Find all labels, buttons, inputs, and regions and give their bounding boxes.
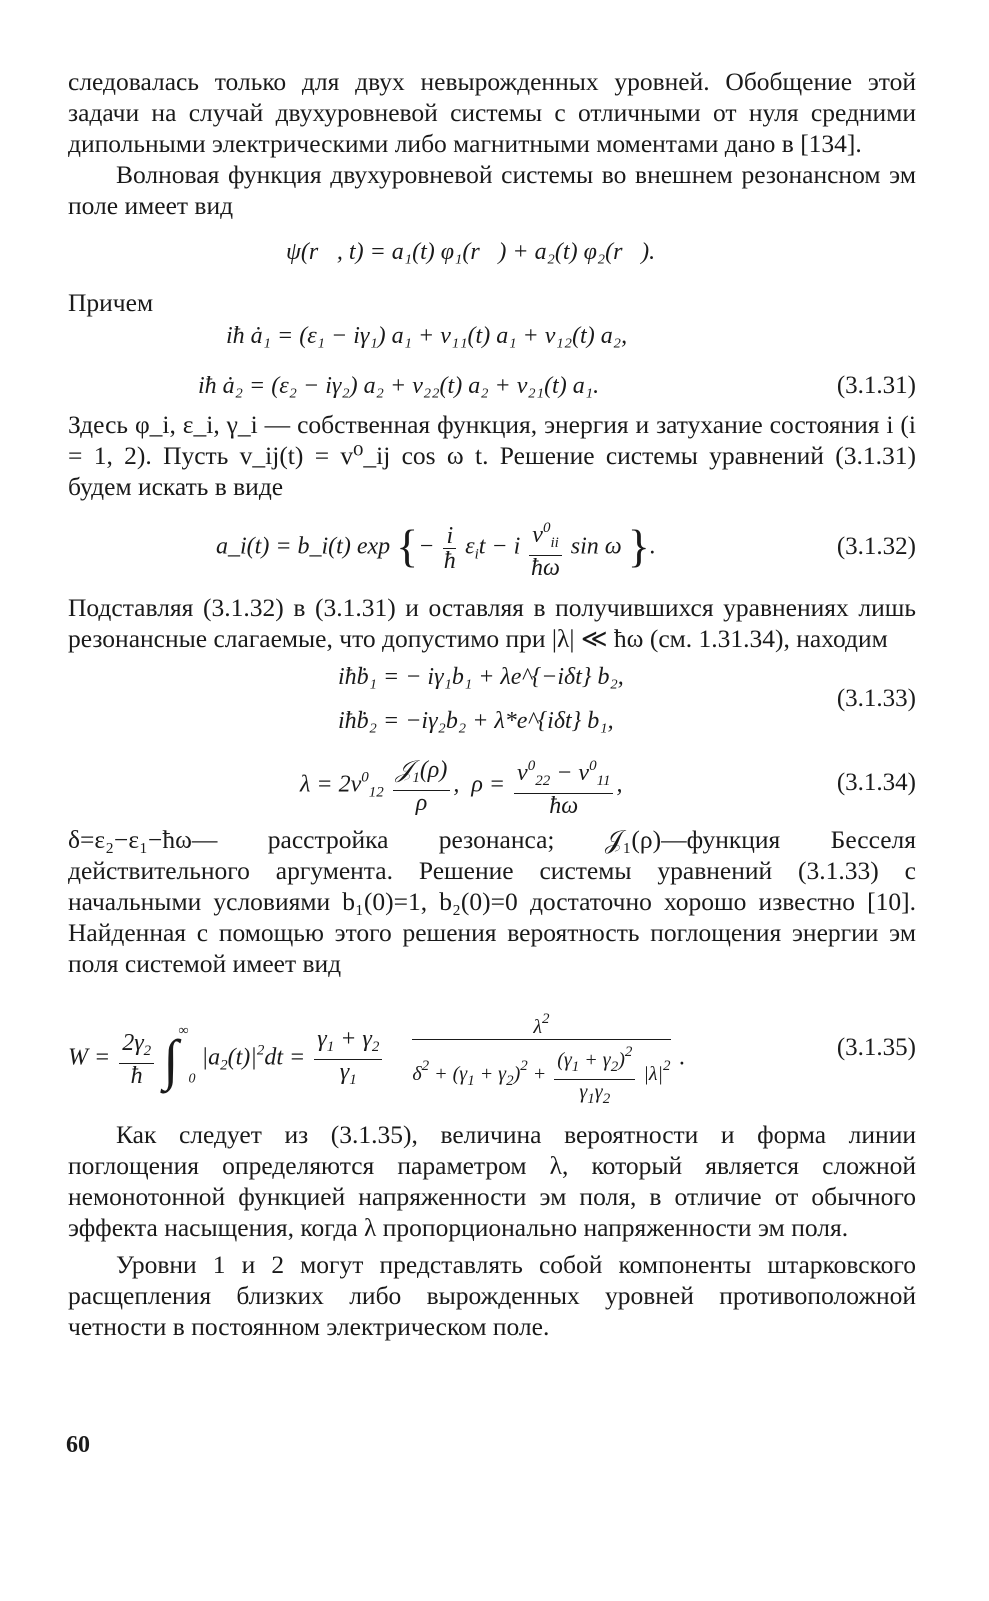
eq-33-line-1: iħḃ₁ = − iγ₁b₁ + λe^{−iδt} b₂, — [338, 664, 624, 690]
paragraph-3: Здесь φ_i, ε_i, γ_i — собственная функция, энергия и затухание состояния i (i = 1, 2). Пусть v_ij(t) = v⁰_ij cos ω t. Решение системы уравнений (3.1.31) будем искать в виде — [68, 410, 916, 501]
eq-31-line-2: iħ ȧ₂ = (ε₂ − iγ₂) a₂ + v₂₂(t) a₂ + v₂₁(t) a₁. — [198, 373, 600, 399]
eq-number-34: (3.1.34) — [836, 769, 916, 796]
eq-number-32: (3.1.32) — [836, 533, 916, 560]
eq-31-line-1: iħ ȧ₁ = (ε₁ − iγ₁) a₁ + v₁₁(t) a₁ + v₁₂(t) a₂, — [226, 323, 628, 349]
paragraph-1: следовалась только для двух невырожденных уровней. Обобщение этой задачи на случай двухуровневой системы с отличными от нуля средними дипольными электрическими либо магнитными моментами дано в [134]. — [68, 67, 916, 158]
paragraph-7: Уровни 1 и 2 могут представлять собой компоненты штарковского расщепления близких либо вырожденных уровней противоположной четности в постоянном электрическом поле. — [68, 1250, 916, 1341]
paragraph-2: Волновая функция двухуровневой системы во внешнем резонансном эм поле имеет вид — [68, 160, 916, 220]
page-number: 60 — [66, 1432, 90, 1458]
paragraph-5: δ=ε₂−ε₁−ħω— расстройка резонанса; 𝒥₁(ρ)—функция Бесселя действительного аргумента. Решение системы уравнений (3.1.33) с начальными условиями b₁(0)=1, b₂(0)=0 достаточно хорошо известно [10]. Найденная с помощью этого решения вероятность поглощения энергии эм поля системой имеет вид — [68, 825, 916, 978]
equation-wavefunction: ψ(r⃗, t) = a₁(t) φ₁(r⃗) + a₂(t) φ₂(r⃗). — [286, 239, 656, 265]
equation-3-1-31 — [68, 321, 916, 409]
eq-33-line-2: iħḃ₂ = −iγ₂b₂ + λ*e^{iδt} b₁, — [338, 708, 614, 734]
page-content — [68, 66, 916, 1342]
eq-number-33: (3.1.33) — [836, 685, 916, 712]
word-prichem: Причем — [68, 288, 154, 317]
eq-number-35: (3.1.35) — [836, 1034, 916, 1061]
equation-3-1-34 — [68, 748, 916, 824]
paragraph-6: Как следует из (3.1.35), величина вероятности и форма линии поглощения определяются параметром λ, который является сложной немонотонной функцией напряженности эм поля, в отличие от обычного эффекта насыщения, когда λ пропорционально напряженности эм поля. — [68, 1120, 916, 1242]
prichem-row — [68, 287, 916, 321]
equation-3-1-33 — [68, 654, 916, 748]
equation-3-1-32 — [68, 502, 916, 592]
eq-32-body: a_i(t) = b_i(t) exp {− $\frac{i}{ħ}$ $\varepsilon_it - i$ $\frac{v^0_{ii}}{ħ\omega}$ sin ω }. — [216, 516, 656, 580]
equation-3-1-35 — [68, 979, 916, 1119]
eq-34-body: $\lambda = 2v^0_{12}$ $\frac{𝒥_1(\rho)}{\rho}$ , ρ = $\frac{v^0_{22} - v^0_{11}}{ħ\omega}$ , — [300, 754, 622, 818]
eq-number-31: (3.1.31) — [836, 372, 916, 399]
eq-35-body: W = $\frac{2\gamma_2}{ħ}$ $\int^\infty_0$ $|a_2(t)|^2dt$ = $\frac{\gamma_1 + \gamma_2}{\gamma_1}$ $\lambda^2$ $\delta^2 + (\gamma_1 + \gamma_2)^2$ + $\frac{(\gamma_1 + \gamma_2)^2}{\gamma_1\gamma_2}$ $|\lambda|^2$ . — [68, 1007, 686, 1111]
paragraph-4: Подставляя (3.1.32) в (3.1.31) и оставляя в получившихся уравнениях лишь резонансные слагаемые, что допустимо при |λ| ≪ ħω (см. 1.31.34), находим — [68, 593, 916, 653]
